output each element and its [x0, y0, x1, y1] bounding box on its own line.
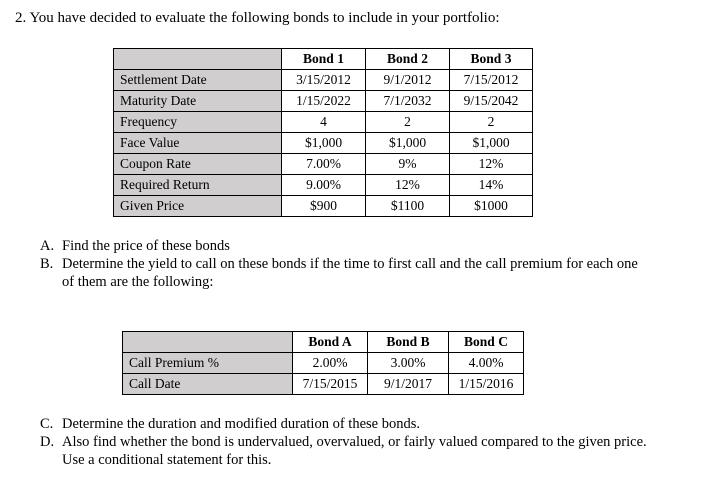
- question-d: [40, 433, 652, 469]
- question-b: [40, 255, 652, 291]
- table-cell: 3.00%: [368, 353, 449, 374]
- call-table-header: Bond C: [449, 332, 524, 353]
- row-label: Settlement Date: [114, 70, 282, 91]
- table-row: [114, 91, 533, 112]
- table-cell: 2: [366, 112, 450, 133]
- question-text: Find the price of these bonds: [62, 238, 230, 254]
- bond-table: [113, 48, 533, 217]
- table-cell: 4.00%: [449, 353, 524, 374]
- table-cell: 9%: [366, 154, 450, 175]
- row-label: Coupon Rate: [114, 154, 282, 175]
- intro-text: 2. You have decided to evaluate the following bonds to include in your portfolio:: [15, 10, 500, 26]
- question-letter: C.: [40, 416, 54, 432]
- table-cell: $900: [282, 196, 366, 217]
- row-label: Given Price: [114, 196, 282, 217]
- table-cell: 9/1/2012: [366, 70, 450, 91]
- table-cell: 7.00%: [282, 154, 366, 175]
- table-cell: 1/15/2022: [282, 91, 366, 112]
- row-label: Face Value: [114, 133, 282, 154]
- table-row: [114, 154, 533, 175]
- questions-cd: [40, 415, 652, 469]
- question-text: Also find whether the bond is undervalued, overvalued, or fairly valued compared to the given price. Use a conditional statement for this.: [62, 434, 647, 468]
- table-cell: 12%: [366, 175, 450, 196]
- table-cell: 7/1/2032: [366, 91, 450, 112]
- call-table-header: Bond A: [293, 332, 368, 353]
- questions-ab: [40, 237, 652, 291]
- question-letter: D.: [40, 434, 55, 450]
- call-table-corner-cell: [123, 332, 293, 353]
- table-cell: 4: [282, 112, 366, 133]
- call-table-header: Bond B: [368, 332, 449, 353]
- row-label: Required Return: [114, 175, 282, 196]
- table-row: [114, 70, 533, 91]
- table-cell: $1,000: [366, 133, 450, 154]
- question-text: Determine the duration and modified duration of these bonds.: [62, 416, 420, 432]
- table-row: [114, 133, 533, 154]
- bond-table-header: Bond 1: [282, 49, 366, 70]
- table-row: [114, 112, 533, 133]
- table-row: [114, 196, 533, 217]
- question-text: Determine the yield to call on these bonds if the time to first call and the call premium for each one of them are the following:: [62, 256, 638, 290]
- table-cell: $1,000: [450, 133, 533, 154]
- table-cell: $1,000: [282, 133, 366, 154]
- table-cell: 2.00%: [293, 353, 368, 374]
- table-cell: 9/1/2017: [368, 374, 449, 395]
- row-label: Maturity Date: [114, 91, 282, 112]
- table-cell: 2: [450, 112, 533, 133]
- table-row: [123, 374, 524, 395]
- row-label: Call Date: [123, 374, 293, 395]
- bond-table-header: Bond 3: [450, 49, 533, 70]
- bond-table-header: Bond 2: [366, 49, 450, 70]
- table-cell: 9.00%: [282, 175, 366, 196]
- table-cell: 7/15/2012: [450, 70, 533, 91]
- table-cell: 9/15/2042: [450, 91, 533, 112]
- question-c: [40, 415, 652, 433]
- question-a: [40, 237, 652, 255]
- table-cell: 1/15/2016: [449, 374, 524, 395]
- table-row: [123, 353, 524, 374]
- table-cell: 7/15/2015: [293, 374, 368, 395]
- table-cell: 12%: [450, 154, 533, 175]
- row-label: Call Premium %: [123, 353, 293, 374]
- bond-table-corner-cell: [114, 49, 282, 70]
- question-letter: B.: [40, 256, 54, 272]
- bond-table-header-row: [114, 49, 533, 70]
- table-cell: 3/15/2012: [282, 70, 366, 91]
- call-table-header-row: [123, 332, 524, 353]
- table-cell: 14%: [450, 175, 533, 196]
- table-row: [114, 175, 533, 196]
- row-label: Frequency: [114, 112, 282, 133]
- call-table: [122, 331, 524, 395]
- question-letter: A.: [40, 238, 55, 254]
- table-cell: $1100: [366, 196, 450, 217]
- table-cell: $1000: [450, 196, 533, 217]
